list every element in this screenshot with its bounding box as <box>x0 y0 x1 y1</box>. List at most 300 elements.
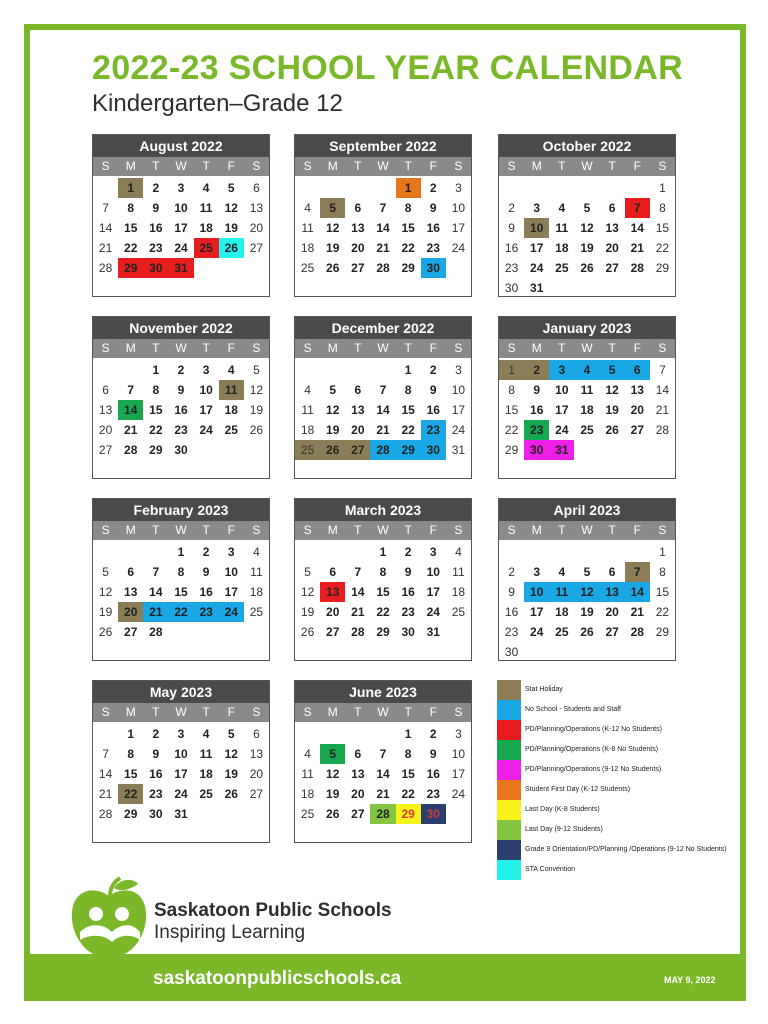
day-cell: 14 <box>376 767 390 781</box>
weekday-label: F <box>227 159 235 173</box>
day-cell: 5 <box>600 360 625 380</box>
month-title: May 2023 <box>93 681 269 703</box>
day-cell: 19 <box>580 605 594 619</box>
day-cell: 3 <box>549 360 574 380</box>
day-cell: 14 <box>630 221 644 235</box>
day-cell: 6 <box>329 565 337 579</box>
day-cell: 1 <box>404 727 412 741</box>
weekday-label: T <box>404 523 412 537</box>
day-cell: 3 <box>429 545 437 559</box>
day-cell: 7 <box>379 747 387 761</box>
day-cell: 16 <box>426 767 440 781</box>
day-cell: 30 <box>421 804 446 824</box>
empty-day-cell <box>93 724 118 744</box>
day-cell: 31 <box>530 281 544 295</box>
day-cell: 18 <box>555 241 569 255</box>
day-cell: 20 <box>605 241 619 255</box>
empty-day-cell <box>93 178 118 198</box>
day-cell: 10 <box>555 383 569 397</box>
apple-logo-icon <box>66 876 152 960</box>
empty-day-cell <box>549 178 574 198</box>
day-cell: 5 <box>583 565 591 579</box>
weekday-label: F <box>429 341 437 355</box>
month-calendar <box>92 498 270 661</box>
day-cell: 27 <box>605 261 619 275</box>
weekday-label: S <box>101 705 110 719</box>
day-cell: 5 <box>320 198 345 218</box>
day-cell: 22 <box>401 423 415 437</box>
days-grid <box>93 722 269 824</box>
day-cell: 29 <box>396 440 421 460</box>
legend <box>497 680 727 880</box>
legend-item <box>497 860 727 880</box>
day-cell: 8 <box>659 565 666 579</box>
month-calendar <box>92 680 270 843</box>
weekday-label: T <box>404 159 412 173</box>
days-grid <box>499 358 675 460</box>
day-cell: 26 <box>98 625 113 639</box>
day-cell: 20 <box>605 605 619 619</box>
day-cell: 18 <box>224 403 238 417</box>
day-cell: 7 <box>659 363 666 377</box>
day-cell: 6 <box>608 565 616 579</box>
day-cell: 21 <box>630 605 644 619</box>
day-cell: 10 <box>524 218 549 238</box>
day-cell: 10 <box>524 582 549 602</box>
day-cell: 4 <box>304 383 311 397</box>
day-cell: 27 <box>630 423 644 437</box>
day-cell: 7 <box>354 565 362 579</box>
day-cell: 18 <box>555 605 569 619</box>
day-cell: 19 <box>326 423 340 437</box>
empty-day-cell <box>345 178 370 198</box>
day-cell: 1 <box>659 545 666 559</box>
day-cell: 23 <box>149 241 163 255</box>
day-cell: 28 <box>370 440 395 460</box>
day-cell: 15 <box>124 221 138 235</box>
day-cell: 1 <box>118 178 143 198</box>
day-cell: 11 <box>301 403 314 417</box>
day-cell: 23 <box>504 261 519 275</box>
day-cell: 12 <box>326 767 340 781</box>
day-cell: 30 <box>524 440 549 460</box>
month-title: June 2023 <box>295 681 471 703</box>
empty-day-cell <box>118 542 143 562</box>
day-cell: 19 <box>249 403 264 417</box>
day-cell: 22 <box>401 241 415 255</box>
day-cell: 30 <box>174 443 188 457</box>
day-cell: 4 <box>304 747 311 761</box>
weekday-label: S <box>658 159 667 173</box>
weekday-label: T <box>354 159 362 173</box>
empty-day-cell <box>370 178 395 198</box>
day-cell: 22 <box>149 423 163 437</box>
legend-item <box>497 700 727 720</box>
day-cell: 28 <box>376 261 390 275</box>
day-cell: 1 <box>379 545 387 559</box>
day-cell: 19 <box>224 221 238 235</box>
day-cell: 5 <box>304 565 311 579</box>
day-cell: 24 <box>199 423 213 437</box>
weekday-label: W <box>377 523 389 537</box>
day-cell: 23 <box>524 420 549 440</box>
day-cell: 7 <box>102 747 109 761</box>
day-cell: 24 <box>174 787 188 801</box>
day-cell: 26 <box>219 238 244 258</box>
weekday-label: S <box>303 341 312 355</box>
empty-day-cell <box>93 542 118 562</box>
day-cell: 11 <box>199 747 213 761</box>
weekday-label: M <box>125 159 136 173</box>
day-cell: 24 <box>530 261 544 275</box>
day-cell: 2 <box>152 727 160 741</box>
day-cell: 23 <box>401 605 415 619</box>
day-cell: 17 <box>451 767 466 781</box>
day-cell: 13 <box>605 221 619 235</box>
weekday-label: S <box>454 705 463 719</box>
day-cell: 23 <box>149 787 163 801</box>
day-cell: 20 <box>249 221 264 235</box>
weekday-label: M <box>531 341 542 355</box>
day-cell: 25 <box>300 807 315 821</box>
day-cell: 10 <box>451 747 466 761</box>
day-cell: 16 <box>426 403 440 417</box>
month-calendar <box>294 680 472 843</box>
days-grid <box>295 540 471 642</box>
weekday-header <box>93 157 269 176</box>
weekday-label: T <box>202 159 210 173</box>
legend-label: PD/Planning/Operations (K-12 No Students) <box>525 726 662 733</box>
day-cell: 21 <box>376 787 390 801</box>
day-cell: 30 <box>149 807 163 821</box>
day-cell: 4 <box>227 363 235 377</box>
day-cell: 26 <box>224 787 238 801</box>
day-cell: 31 <box>426 625 440 639</box>
day-cell: 19 <box>98 605 113 619</box>
day-cell: 17 <box>530 605 544 619</box>
month-calendar <box>294 316 472 479</box>
day-cell: 9 <box>533 383 541 397</box>
day-cell: 2 <box>508 201 515 215</box>
day-cell: 9 <box>508 221 515 235</box>
weekday-label: S <box>303 523 312 537</box>
day-cell: 8 <box>152 383 160 397</box>
weekday-label: S <box>101 341 110 355</box>
day-cell: 13 <box>249 201 264 215</box>
weekday-label: S <box>252 705 261 719</box>
day-cell: 18 <box>580 403 594 417</box>
organization-tagline: Inspiring Learning <box>154 922 306 943</box>
day-cell: 2 <box>177 363 185 377</box>
empty-day-cell <box>345 360 370 380</box>
day-cell: 27 <box>605 625 619 639</box>
day-cell: 5 <box>583 201 591 215</box>
day-cell: 5 <box>253 363 260 377</box>
day-cell: 18 <box>199 767 213 781</box>
day-cell: 31 <box>451 443 466 457</box>
publication-date: MAY 9, 2022 <box>664 975 716 985</box>
day-cell: 7 <box>152 565 160 579</box>
day-cell: 16 <box>149 221 163 235</box>
month-calendar <box>498 316 676 479</box>
day-cell: 27 <box>345 440 370 460</box>
weekday-label: F <box>633 159 641 173</box>
day-cell: 9 <box>177 383 185 397</box>
day-cell: 27 <box>326 625 340 639</box>
day-cell: 15 <box>149 403 163 417</box>
day-cell: 29 <box>401 261 415 275</box>
day-cell: 9 <box>152 201 160 215</box>
day-cell: 18 <box>300 787 315 801</box>
website-link[interactable]: saskatoonpublicschools.ca <box>153 968 402 989</box>
day-cell: 26 <box>249 423 264 437</box>
day-cell: 5 <box>320 744 345 764</box>
day-cell: 22 <box>118 784 143 804</box>
day-cell: 14 <box>149 585 163 599</box>
weekday-label: T <box>404 705 412 719</box>
day-cell: 29 <box>149 443 163 457</box>
empty-day-cell <box>499 542 524 562</box>
weekday-header <box>93 339 269 358</box>
day-cell: 18 <box>249 585 264 599</box>
day-cell: 20 <box>351 241 365 255</box>
day-cell: 15 <box>401 403 415 417</box>
days-grid <box>93 540 269 642</box>
day-cell: 9 <box>152 747 160 761</box>
day-cell: 15 <box>655 585 670 599</box>
day-cell: 6 <box>102 383 109 397</box>
weekday-label: M <box>327 523 338 537</box>
weekday-label: F <box>227 341 235 355</box>
day-cell: 6 <box>253 727 260 741</box>
day-cell: 11 <box>452 565 465 579</box>
day-cell: 7 <box>127 383 135 397</box>
legend-swatch <box>497 780 521 800</box>
weekday-label: M <box>327 705 338 719</box>
day-cell: 10 <box>174 201 188 215</box>
day-cell: 4 <box>202 181 210 195</box>
weekday-header <box>295 339 471 358</box>
day-cell: 2 <box>429 363 437 377</box>
weekday-label: S <box>303 705 312 719</box>
day-cell: 14 <box>376 221 390 235</box>
legend-swatch <box>497 860 521 880</box>
day-cell: 29 <box>124 807 138 821</box>
day-cell: 3 <box>455 363 462 377</box>
day-cell: 16 <box>174 403 188 417</box>
weekday-label: S <box>252 523 261 537</box>
day-cell: 17 <box>451 221 466 235</box>
day-cell: 31 <box>168 258 193 278</box>
day-cell: 14 <box>655 383 670 397</box>
day-cell: 6 <box>625 360 650 380</box>
day-cell: 23 <box>194 602 219 622</box>
day-cell: 9 <box>429 383 437 397</box>
day-cell: 7 <box>102 201 109 215</box>
weekday-label: T <box>202 341 210 355</box>
day-cell: 3 <box>455 181 462 195</box>
day-cell: 26 <box>326 807 340 821</box>
empty-day-cell <box>295 724 320 744</box>
legend-swatch <box>497 820 521 840</box>
legend-label: PD/Planning/Operations (K-8 No Students) <box>525 746 659 753</box>
day-cell: 25 <box>295 440 320 460</box>
weekday-label: S <box>454 159 463 173</box>
legend-swatch <box>497 760 521 780</box>
weekday-label: F <box>227 523 235 537</box>
day-cell: 21 <box>143 602 168 622</box>
month-title: March 2023 <box>295 499 471 521</box>
day-cell: 22 <box>168 602 193 622</box>
weekday-label: W <box>175 705 187 719</box>
day-cell: 20 <box>249 767 264 781</box>
day-cell: 10 <box>426 565 440 579</box>
legend-label: STA Convention <box>525 866 576 873</box>
empty-day-cell <box>320 178 345 198</box>
weekday-label: T <box>608 341 616 355</box>
day-cell: 11 <box>301 221 314 235</box>
day-cell: 26 <box>605 423 619 437</box>
day-cell: 16 <box>199 585 213 599</box>
day-cell: 28 <box>351 625 365 639</box>
page-title: 2022-23 SCHOOL YEAR CALENDAR <box>92 49 683 87</box>
month-calendar <box>294 134 472 297</box>
day-cell: 28 <box>630 261 644 275</box>
day-cell: 5 <box>329 383 337 397</box>
weekday-label: T <box>558 159 566 173</box>
day-cell: 16 <box>426 221 440 235</box>
day-cell: 23 <box>421 420 446 440</box>
day-cell: 8 <box>379 565 387 579</box>
legend-item <box>497 720 727 740</box>
day-cell: 1 <box>152 363 160 377</box>
day-cell: 26 <box>580 261 594 275</box>
legend-item <box>497 840 727 860</box>
month-title: November 2022 <box>93 317 269 339</box>
weekday-label: F <box>227 705 235 719</box>
day-cell: 24 <box>451 423 466 437</box>
day-cell: 8 <box>127 201 135 215</box>
empty-day-cell <box>320 360 345 380</box>
month-title: December 2022 <box>295 317 471 339</box>
day-cell: 2 <box>202 545 210 559</box>
weekday-label: T <box>354 341 362 355</box>
weekday-label: W <box>377 341 389 355</box>
day-cell: 8 <box>404 201 412 215</box>
days-grid <box>295 176 471 278</box>
day-cell: 15 <box>376 585 390 599</box>
day-cell: 4 <box>455 545 462 559</box>
empty-day-cell <box>295 360 320 380</box>
weekday-header <box>295 703 471 722</box>
legend-item <box>497 820 727 840</box>
legend-label: Last Day (K-8 Students) <box>525 806 600 813</box>
weekday-label: W <box>581 341 593 355</box>
day-cell: 20 <box>351 787 365 801</box>
day-cell: 14 <box>98 767 113 781</box>
weekday-label: S <box>454 523 463 537</box>
day-cell: 30 <box>504 281 519 295</box>
day-cell: 29 <box>118 258 143 278</box>
day-cell: 1 <box>127 727 135 741</box>
weekday-label: T <box>152 705 160 719</box>
day-cell: 8 <box>127 747 135 761</box>
day-cell: 23 <box>426 787 440 801</box>
weekday-label: T <box>202 705 210 719</box>
day-cell: 14 <box>98 221 113 235</box>
day-cell: 18 <box>451 585 466 599</box>
organization-name: Saskatoon Public Schools <box>154 900 392 921</box>
weekday-label: S <box>658 523 667 537</box>
day-cell: 16 <box>401 585 415 599</box>
weekday-label: T <box>404 341 412 355</box>
day-cell: 27 <box>351 261 365 275</box>
day-cell: 20 <box>351 423 365 437</box>
day-cell: 29 <box>396 804 421 824</box>
day-cell: 15 <box>401 221 415 235</box>
empty-day-cell <box>625 542 650 562</box>
weekday-header <box>295 521 471 540</box>
legend-item <box>497 760 727 780</box>
day-cell: 7 <box>625 562 650 582</box>
empty-day-cell <box>549 542 574 562</box>
day-cell: 25 <box>224 423 238 437</box>
day-cell: 13 <box>124 585 138 599</box>
empty-day-cell <box>574 542 599 562</box>
weekday-label: S <box>507 341 516 355</box>
weekday-label: S <box>252 159 261 173</box>
page-subtitle: Kindergarten–Grade 12 <box>92 90 343 117</box>
day-cell: 15 <box>124 767 138 781</box>
weekday-label: S <box>101 523 110 537</box>
legend-swatch <box>497 840 521 860</box>
day-cell: 3 <box>177 181 185 195</box>
day-cell: 1 <box>177 545 185 559</box>
day-cell: 8 <box>508 383 515 397</box>
empty-day-cell <box>625 178 650 198</box>
day-cell: 27 <box>98 443 113 457</box>
day-cell: 1 <box>404 363 412 377</box>
day-cell: 3 <box>455 727 462 741</box>
day-cell: 30 <box>421 258 446 278</box>
day-cell: 21 <box>124 423 138 437</box>
day-cell: 18 <box>300 423 315 437</box>
day-cell: 24 <box>530 625 544 639</box>
day-cell: 7 <box>625 198 650 218</box>
day-cell: 13 <box>351 767 365 781</box>
day-cell: 4 <box>253 545 260 559</box>
days-grid <box>93 358 269 460</box>
days-grid <box>295 722 471 824</box>
day-cell: 24 <box>426 605 440 619</box>
empty-day-cell <box>93 360 118 380</box>
day-cell: 13 <box>351 403 365 417</box>
days-grid <box>499 176 675 298</box>
weekday-label: T <box>152 523 160 537</box>
day-cell: 29 <box>655 261 670 275</box>
day-cell: 2 <box>429 727 437 741</box>
day-cell: 3 <box>533 565 541 579</box>
day-cell: 12 <box>98 585 113 599</box>
day-cell: 11 <box>199 201 213 215</box>
day-cell: 19 <box>300 605 315 619</box>
weekday-label: T <box>152 341 160 355</box>
day-cell: 11 <box>250 565 263 579</box>
weekday-label: S <box>507 159 516 173</box>
day-cell: 11 <box>219 380 244 400</box>
weekday-label: W <box>581 523 593 537</box>
weekday-label: M <box>125 341 136 355</box>
